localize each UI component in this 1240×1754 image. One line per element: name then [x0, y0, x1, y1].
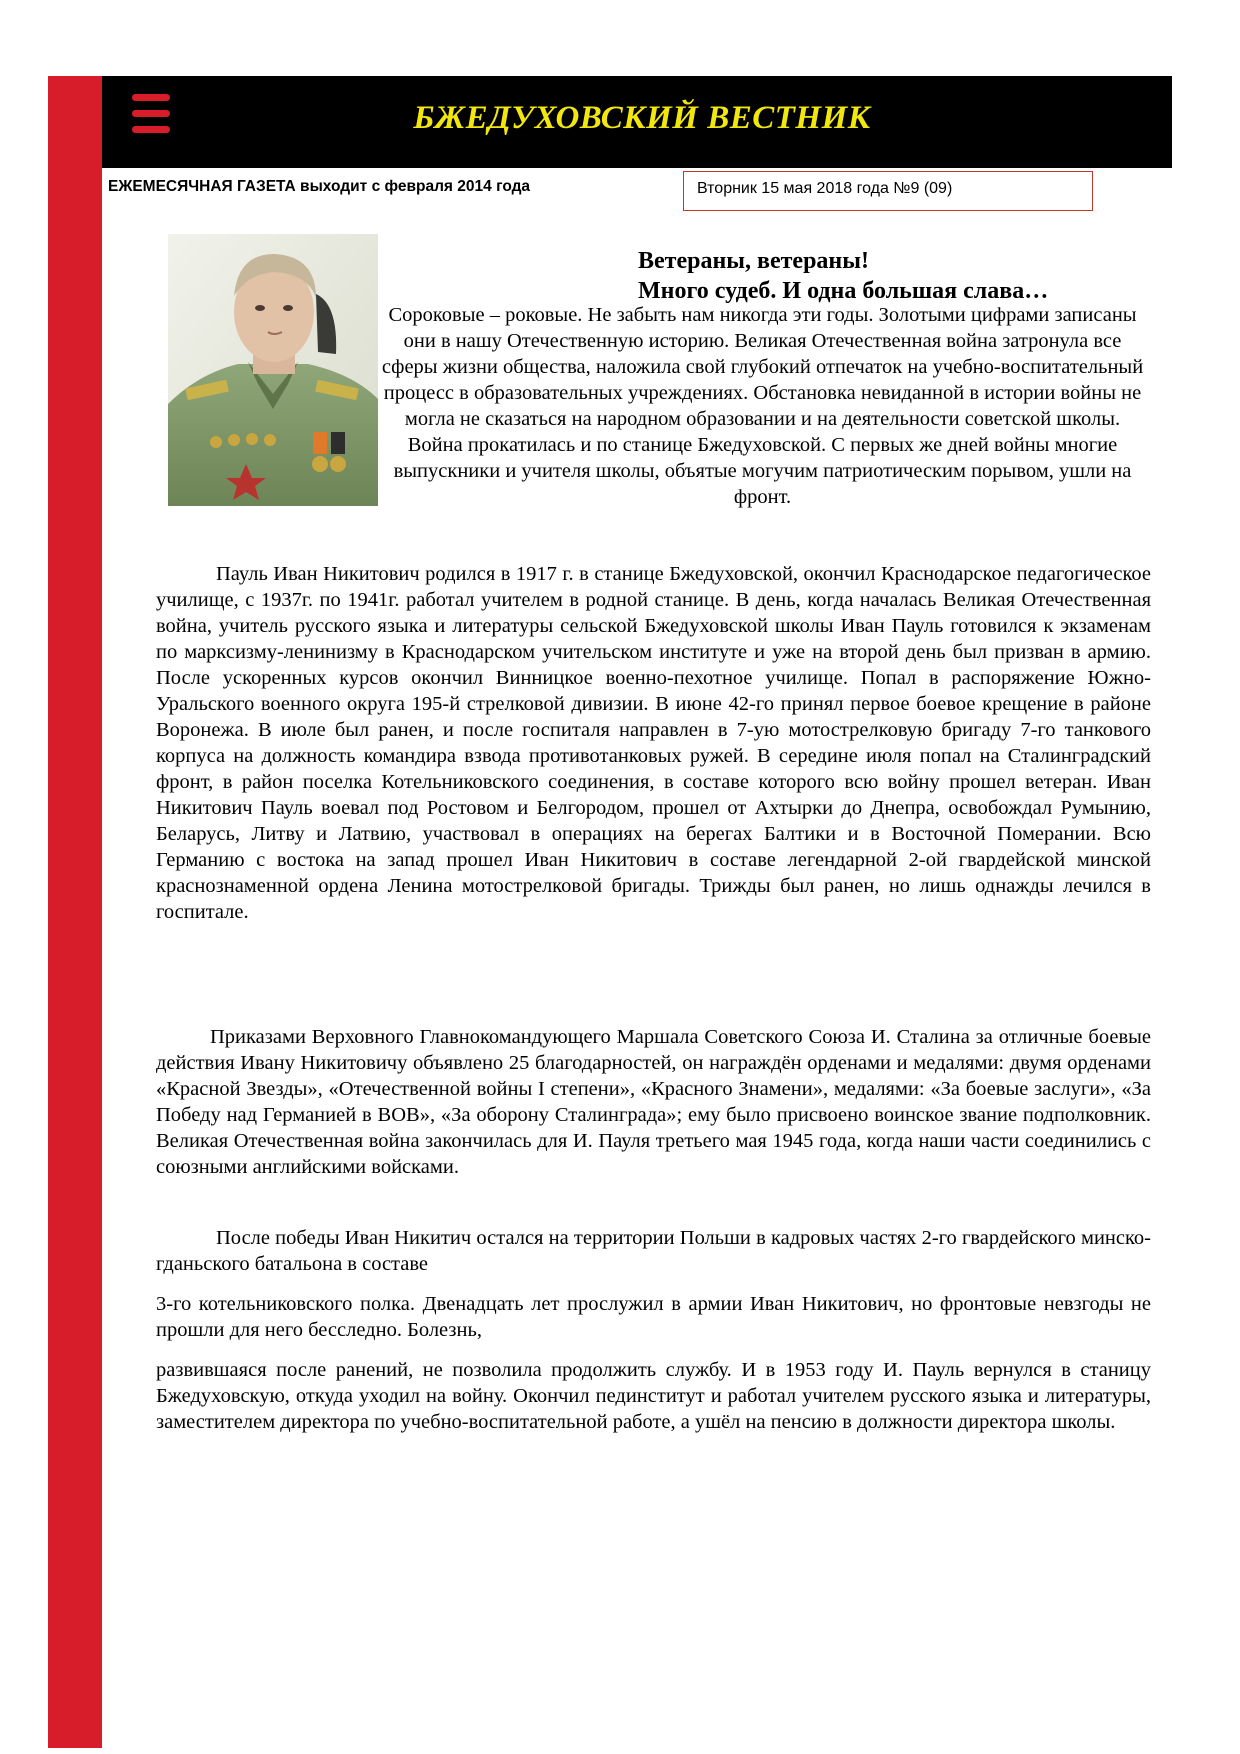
newspaper-subline: ЕЖЕМЕСЯЧНАЯ ГАЗЕТА выходит с февраля 2014 года	[108, 178, 531, 195]
masthead	[102, 76, 1172, 168]
issue-date-box: Вторник 15 мая 2018 года №9 (09)	[683, 171, 1093, 211]
article-intro: Сороковые – роковые. Не забыть нам никогда эти годы. Золотыми цифрами записаны они в нашу Отечественную историю. Великая Отечественная война затронула все сферы жизни общества, наложила свой глубокий отпечаток на учебно-воспитательный процесс в образовательных учреждениях. Обстановка невиданной в истории войны не могла не сказаться на народном образовании и на деятельности советской школы. Война прокатилась и по станице Бжедуховской. С первых же дней войны многие выпускники и учителя школы, объятые могучим патриотическим порывом, ушли на фронт.	[381, 304, 1144, 508]
headline-line-1: Ветераны, ветераны!	[638, 248, 869, 274]
article-paragraph-3: После победы Иван Никитич остался на территории Польши в кадровых частях 2-го гвардейского минско-гданьского батальона в составе	[156, 1227, 1151, 1275]
newspaper-title: БЖЕДУХОВСКИЙ ВЕСТНИК	[413, 100, 871, 136]
article-paragraph-2: Приказами Верховного Главнокомандующего Маршала Советского Союза И. Сталина за отличные боевые действия Ивану Никитовичу объявлено 25 благодарностей, он награждён орденами и медалями: двумя орденами «Красной Звезды», «Отечественной войны I степени», «Красного Знамени», медалями: «За боевые заслуги», «За Победу над Германией в ВОВ», «За оборону Сталинграда»; ему было присвоено воинское звание подполковник. Великая Отечественная война закончилась для И. Пауля третьего мая 1945 года, когда наши части соединились с союзными английскими войсками.	[156, 1026, 1151, 1178]
article-paragraph-1: Пауль Иван Никитович родился в 1917 г. в станице Бжедуховской, окончил Краснодарское педагогическое училище, с 1937г. по 1941г. работал учителем в родной станице. В день, когда началась Великая Отечественная война, учитель русского языка и литературы сельской Бжедуховской школы Иван Пауль готовился к экзаменам по марксизму-ленинизму в Краснодарском учительском институте и уже на второй день был призван в армию. После ускоренных курсов окончил Винницкое военно-пехотное училище. Попал в распоряжение Южно-Уральского военного округа 195-й стрелковой дивизии. В июне 42-го принял первое боевое крещение в районе Воронежа. В июле был ранен, и после госпиталя направлен в 7-ую мотострелковую бригаду 7-го танкового корпуса на должность командира взвода противотанковых ружей. В середине июля попал на Сталинградский фронт, в район поселка Котельниковского соединения, в составе которого всю войну прошел ветеран. Иван Никитович Пауль воевал под Ростовом и Белгородом, прошел от Ахтырки до Днепра, освобождал Румынию, Беларусь, Литву и Латвию, участвовал в операциях на берегах Балтики и в Восточной Померании. Всю Германию с востока на запад прошел Иван Никитович в составе легендарной 2-ой гвардейской минской краснознаменной ордена Ленина мотострелковой бригады. Трижды был ранен, но лишь однажды лечился в госпитале.	[156, 563, 1151, 923]
article-headline	[638, 246, 1048, 306]
article-paragraph-4: 3-го котельниковского полка. Двенадцать лет прослужил в армии Иван Никитович, но фронтовые невзгоды не прошли для него бесследно. Болезнь,	[156, 1293, 1151, 1341]
headline-line-2: Много судеб. И одна большая слава…	[638, 278, 1049, 304]
veteran-portrait-photo	[168, 234, 378, 506]
article-paragraph-5: развившаяся после ранений, не позволила продолжить службу. И в 1953 году И. Пауль вернулся в станицу Бжедуховскую, откуда уходил на войну. Окончил пединститут и работал учителем русского языка и литературы, заместителем директора по учебно-воспитательной работе, а ушёл на пенсию в должности директора школы.	[156, 1359, 1151, 1433]
hamburger-menu-icon[interactable]	[132, 94, 170, 134]
left-red-bar	[48, 76, 102, 1748]
